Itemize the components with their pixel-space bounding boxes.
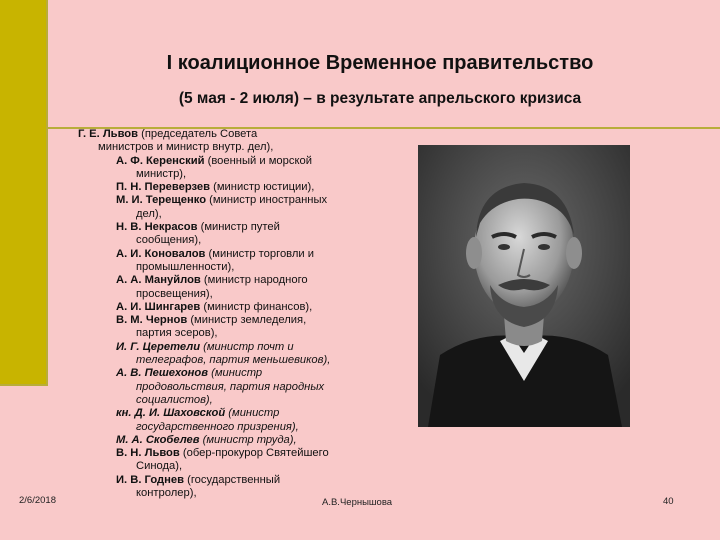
member-name: кн. Д. И. Шаховской [116,407,226,420]
member-role-continued: Синода), [136,460,183,473]
member-role: (министр народного [200,274,308,287]
member-name: В. Н. Львов [116,447,180,460]
member-name: В. М. Чернов [116,314,188,327]
member-name: А. А. Мануйлов [116,274,201,287]
member-name: И. Г. Церетели [116,340,201,353]
member-role: (министр труда), [199,433,297,446]
list-item [0,128,400,141]
list-item [0,341,400,354]
member-name: А. И. Коновалов [116,247,206,260]
list-item [0,434,400,447]
member-role: (министр [225,407,280,420]
member-name: А. И. Шингарев [116,300,201,313]
member-name: М. А. Скобелев [116,433,200,446]
member-name: М. И. Терещенко [116,194,207,207]
member-role: (военный и морской [204,154,312,167]
member-name: Н. В. Некрасов [116,221,198,234]
member-name: П. Н. Переверзев [116,181,211,194]
member-role: (министр торговли и [205,247,315,260]
list-item [0,474,400,487]
member-role: (министр финансов), [200,300,313,313]
list-item [0,301,400,314]
member-role-continued: дел), [136,207,162,220]
list-item [0,407,400,420]
member-role: (министр юстиции), [210,181,315,194]
member-role-continued: министров и министр внутр. дел), [98,141,274,154]
list-item [0,274,400,287]
member-role-continued: контролер), [136,487,197,500]
member-name: Г. Е. Львов [78,128,139,140]
list-item [0,447,400,460]
member-role-continued: партия эсеров), [136,327,218,340]
slide-title: I коалиционное Временное правительство [166,52,594,74]
member-role-continued: государственного призрения), [136,420,299,433]
member-name: А. Ф. Керенский [116,154,205,167]
portrait-image [418,145,630,427]
member-role: (министр иностранных [206,194,328,207]
member-name: А. В. Пешехонов [116,367,209,380]
member-role: (министр земледелия, [187,314,307,327]
member-role: (министр путей [197,221,280,234]
member-role: (министр [208,367,263,380]
list-item [0,367,400,380]
page-number: 40 [663,496,674,507]
member-role-continued: телеграфов, партия меньшевиков), [136,354,331,367]
member-role: (министр почт и [200,340,294,353]
list-item [0,221,400,234]
list-item [0,181,400,194]
member-role-continued: продовольствия, партия народных [136,380,325,393]
member-role: (государственный [183,473,281,486]
footer-date: 2/6/2018 [19,495,56,506]
list-item [0,248,400,261]
member-role-continued: сообщения), [136,234,202,247]
list-item [0,155,400,168]
member-role-continued: промышленности), [136,260,235,273]
list-item [0,314,400,327]
list-item [0,194,400,207]
footer-author: А.В.Чернышова [322,497,393,508]
member-role-continued: социалистов), [136,393,213,406]
member-role: (обер-прокурор Святейшего [179,447,329,460]
member-role: (председатель Совета [138,128,258,140]
member-role-continued: министр), [136,167,187,180]
member-name: И. В. Годнев [116,473,184,486]
slide-subtitle: (5 мая - 2 июля) – в результате апрельского кризиса [178,90,582,107]
portrait-photo [418,145,630,427]
member-role-continued: просвещения), [136,287,213,300]
members-list [0,128,400,500]
